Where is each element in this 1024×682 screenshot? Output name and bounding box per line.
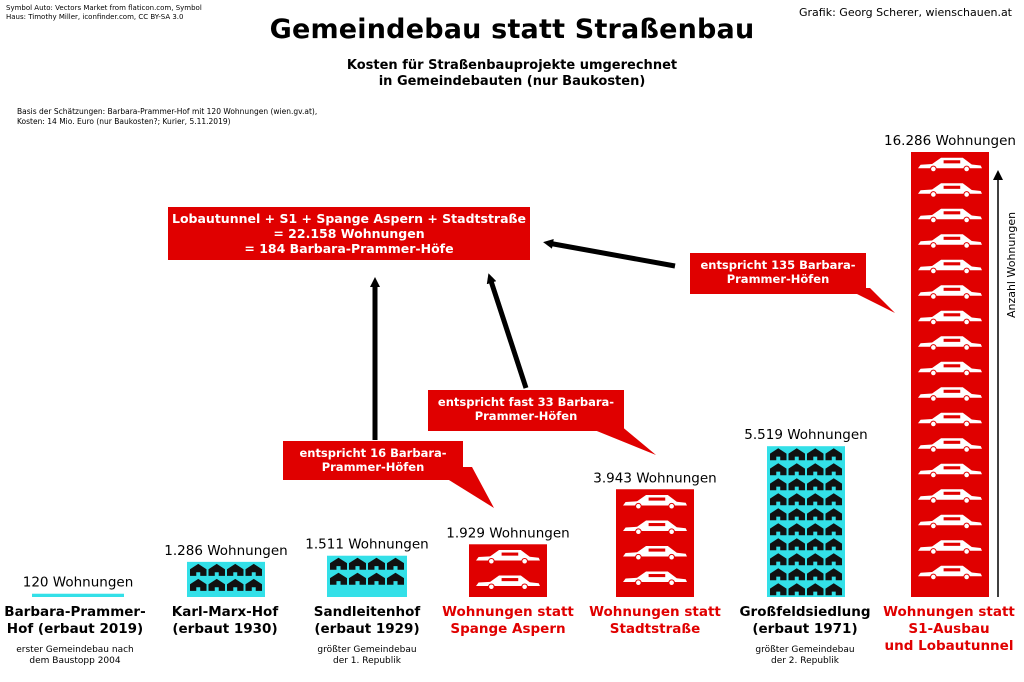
car-wheel [964,523,970,529]
note-line: dem Baustopp 2004 [29,656,121,666]
car-wheel [964,447,970,453]
car-wheel [522,584,528,590]
category-label-s1-lobautunnel [874,604,1024,655]
category-line: Stadtstraße [609,621,701,637]
chart-title: Gemeindebau statt Straßenbau [269,14,755,45]
subtitle-line-1: Kosten für Straßenbauprojekte umgerechnet [346,58,678,73]
callout-line: entspricht 16 Barbara- [299,446,447,460]
value-label-1: 1.286 Wohnungen [164,542,288,559]
car-window [944,313,961,316]
y-axis-label: Anzahl Wohnungen [1005,211,1018,319]
car-wheel [964,192,970,198]
category-line: Barbara-Prammer- [4,604,146,620]
note-line: der 1. Republik [333,656,401,666]
category-line: Wohnungen statt [589,604,721,620]
value-label-4: 3.943 Wohnungen [593,470,717,487]
car-wheel [669,580,675,586]
car-wheel [931,447,937,453]
car-wheel [669,529,675,535]
car-window [944,186,961,189]
author-credit: Grafik: Georg Scherer, wienschauen.at [799,6,1012,19]
basis-line-2: Kosten: 14 Mio. Euro (nur Baukosten?; Kurier, 5.11.2019) [17,117,231,126]
car-wheel [964,217,970,223]
callout-line: Prammer-Höfen [726,272,830,286]
credits-line-2: Haus: Timothy Miller, iconfinder.com, CC BY-SA 3.0 [6,13,184,21]
category-line: Großfeldsiedlung [739,604,871,620]
note-line: der 2. Republik [771,656,839,666]
category-line: (erbaut 1930) [172,621,278,637]
car-wheel [964,574,970,580]
category-line: Karl-Marx-Hof [171,604,279,620]
arrow-s1-to-total [548,243,675,266]
car-window [944,390,961,393]
car-wheel [931,166,937,172]
value-label-6: 16.286 Wohnungen [883,133,1017,149]
car-wheel [964,243,970,249]
car-wheel [964,472,970,478]
category-label-grossfeldsiedlung [730,604,880,638]
car-wheel [931,319,937,325]
car-window [649,523,666,526]
car-wheel [636,529,642,535]
car-window [944,492,961,495]
car-window [944,543,961,546]
category-line: und Lobautunnel [884,638,1014,654]
category-line: Hof (erbaut 2019) [6,621,144,637]
car-wheel [931,294,937,300]
callout-line: entspricht 135 Barbara- [700,258,856,272]
car-wheel [931,549,937,555]
car-wheel [669,554,675,560]
car-wheel [931,345,937,351]
car-wheel [636,503,642,509]
basis-line-1: Basis der Schätzungen: Barbara-Prammer-Hof mit 120 Wohnungen (wien.gv.at), [17,107,318,116]
category-line: Wohnungen statt [442,604,574,620]
car-wheel [964,498,970,504]
car-window [944,517,961,520]
category-line: (erbaut 1971) [752,621,858,637]
car-wheel [931,243,937,249]
category-line: Spange Aspern [450,621,566,637]
total-line: = 22.158 Wohnungen [273,226,425,241]
category-label-karl-marx-hof [150,604,300,638]
car-window [944,262,961,265]
car-wheel [931,268,937,274]
car-wheel [931,498,937,504]
category-line: S1-Ausbau [908,621,990,637]
car-wheel [931,192,937,198]
arrow-stadtstrasse-to-total [490,278,526,388]
car-window [944,288,961,291]
note-line: größter Gemeindebau [755,645,855,655]
value-label-2: 1.511 Wohnungen [305,536,429,553]
car-window [649,498,666,501]
category-label-spange-aspern [433,604,583,638]
total-line: = 184 Barbara-Prammer-Höfe [244,241,454,256]
category-label-stadtstrasse [580,604,730,638]
value-label-3: 1.929 Wohnungen [446,525,570,542]
car-wheel [964,421,970,427]
car-window [944,415,961,418]
callout-stadtstrasse [428,390,624,431]
car-wheel [489,584,495,590]
car-wheel [964,268,970,274]
car-wheel [964,294,970,300]
car-window [944,568,961,571]
car-wheel [931,421,937,427]
callout-line: Prammer-Höfen [321,460,425,474]
category-label-barbara-prammer-hof [0,604,150,638]
car-wheel [931,370,937,376]
category-line: (erbaut 1929) [314,621,420,637]
subtitle-line-2: in Gemeindebauten (nur Baukosten) [378,74,646,89]
car-wheel [636,580,642,586]
note-barbara-prammer-hof [0,645,150,667]
total-line: Lobautunnel + S1 + Spange Aspern + Stadtstraße [172,211,526,226]
category-line: Wohnungen statt [883,604,1015,620]
car-window [944,466,961,469]
car-wheel [522,558,528,564]
bar-0 [32,594,124,597]
total-summary-box [168,207,530,260]
car-wheel [669,503,675,509]
car-wheel [931,523,937,529]
car-wheel [964,396,970,402]
car-wheel [931,472,937,478]
car-window [649,574,666,577]
car-window [944,237,961,240]
callout-line: entspricht fast 33 Barbara- [437,395,615,409]
note-sandleitenhof [292,645,442,667]
car-window [944,441,961,444]
value-label-5: 5.519 Wohnungen [744,427,868,444]
value-label-0: 120 Wohnungen [22,574,134,591]
category-label-sandleitenhof [292,604,442,638]
category-line: Sandleitenhof [313,604,421,620]
car-window [944,211,961,214]
car-wheel [931,217,937,223]
callout-spange [283,441,463,480]
note-line: erster Gemeindebau nach [16,645,134,655]
car-window [502,578,519,581]
car-wheel [964,345,970,351]
car-window [502,553,519,556]
car-wheel [964,166,970,172]
note-line: größter Gemeindebau [317,645,417,655]
callout-s1 [690,253,866,294]
callout-line: Prammer-Höfen [474,409,578,423]
car-wheel [931,574,937,580]
car-window [944,160,961,163]
car-wheel [931,396,937,402]
car-wheel [964,319,970,325]
credits-line-1: Symbol Auto: Vectors Market from flaticon.com, Symbol [6,4,202,12]
note-grossfeldsiedlung [730,645,880,667]
car-window [944,364,961,367]
car-wheel [489,558,495,564]
car-wheel [636,554,642,560]
car-window [649,549,666,552]
car-wheel [964,370,970,376]
car-window [944,339,961,342]
car-wheel [964,549,970,555]
